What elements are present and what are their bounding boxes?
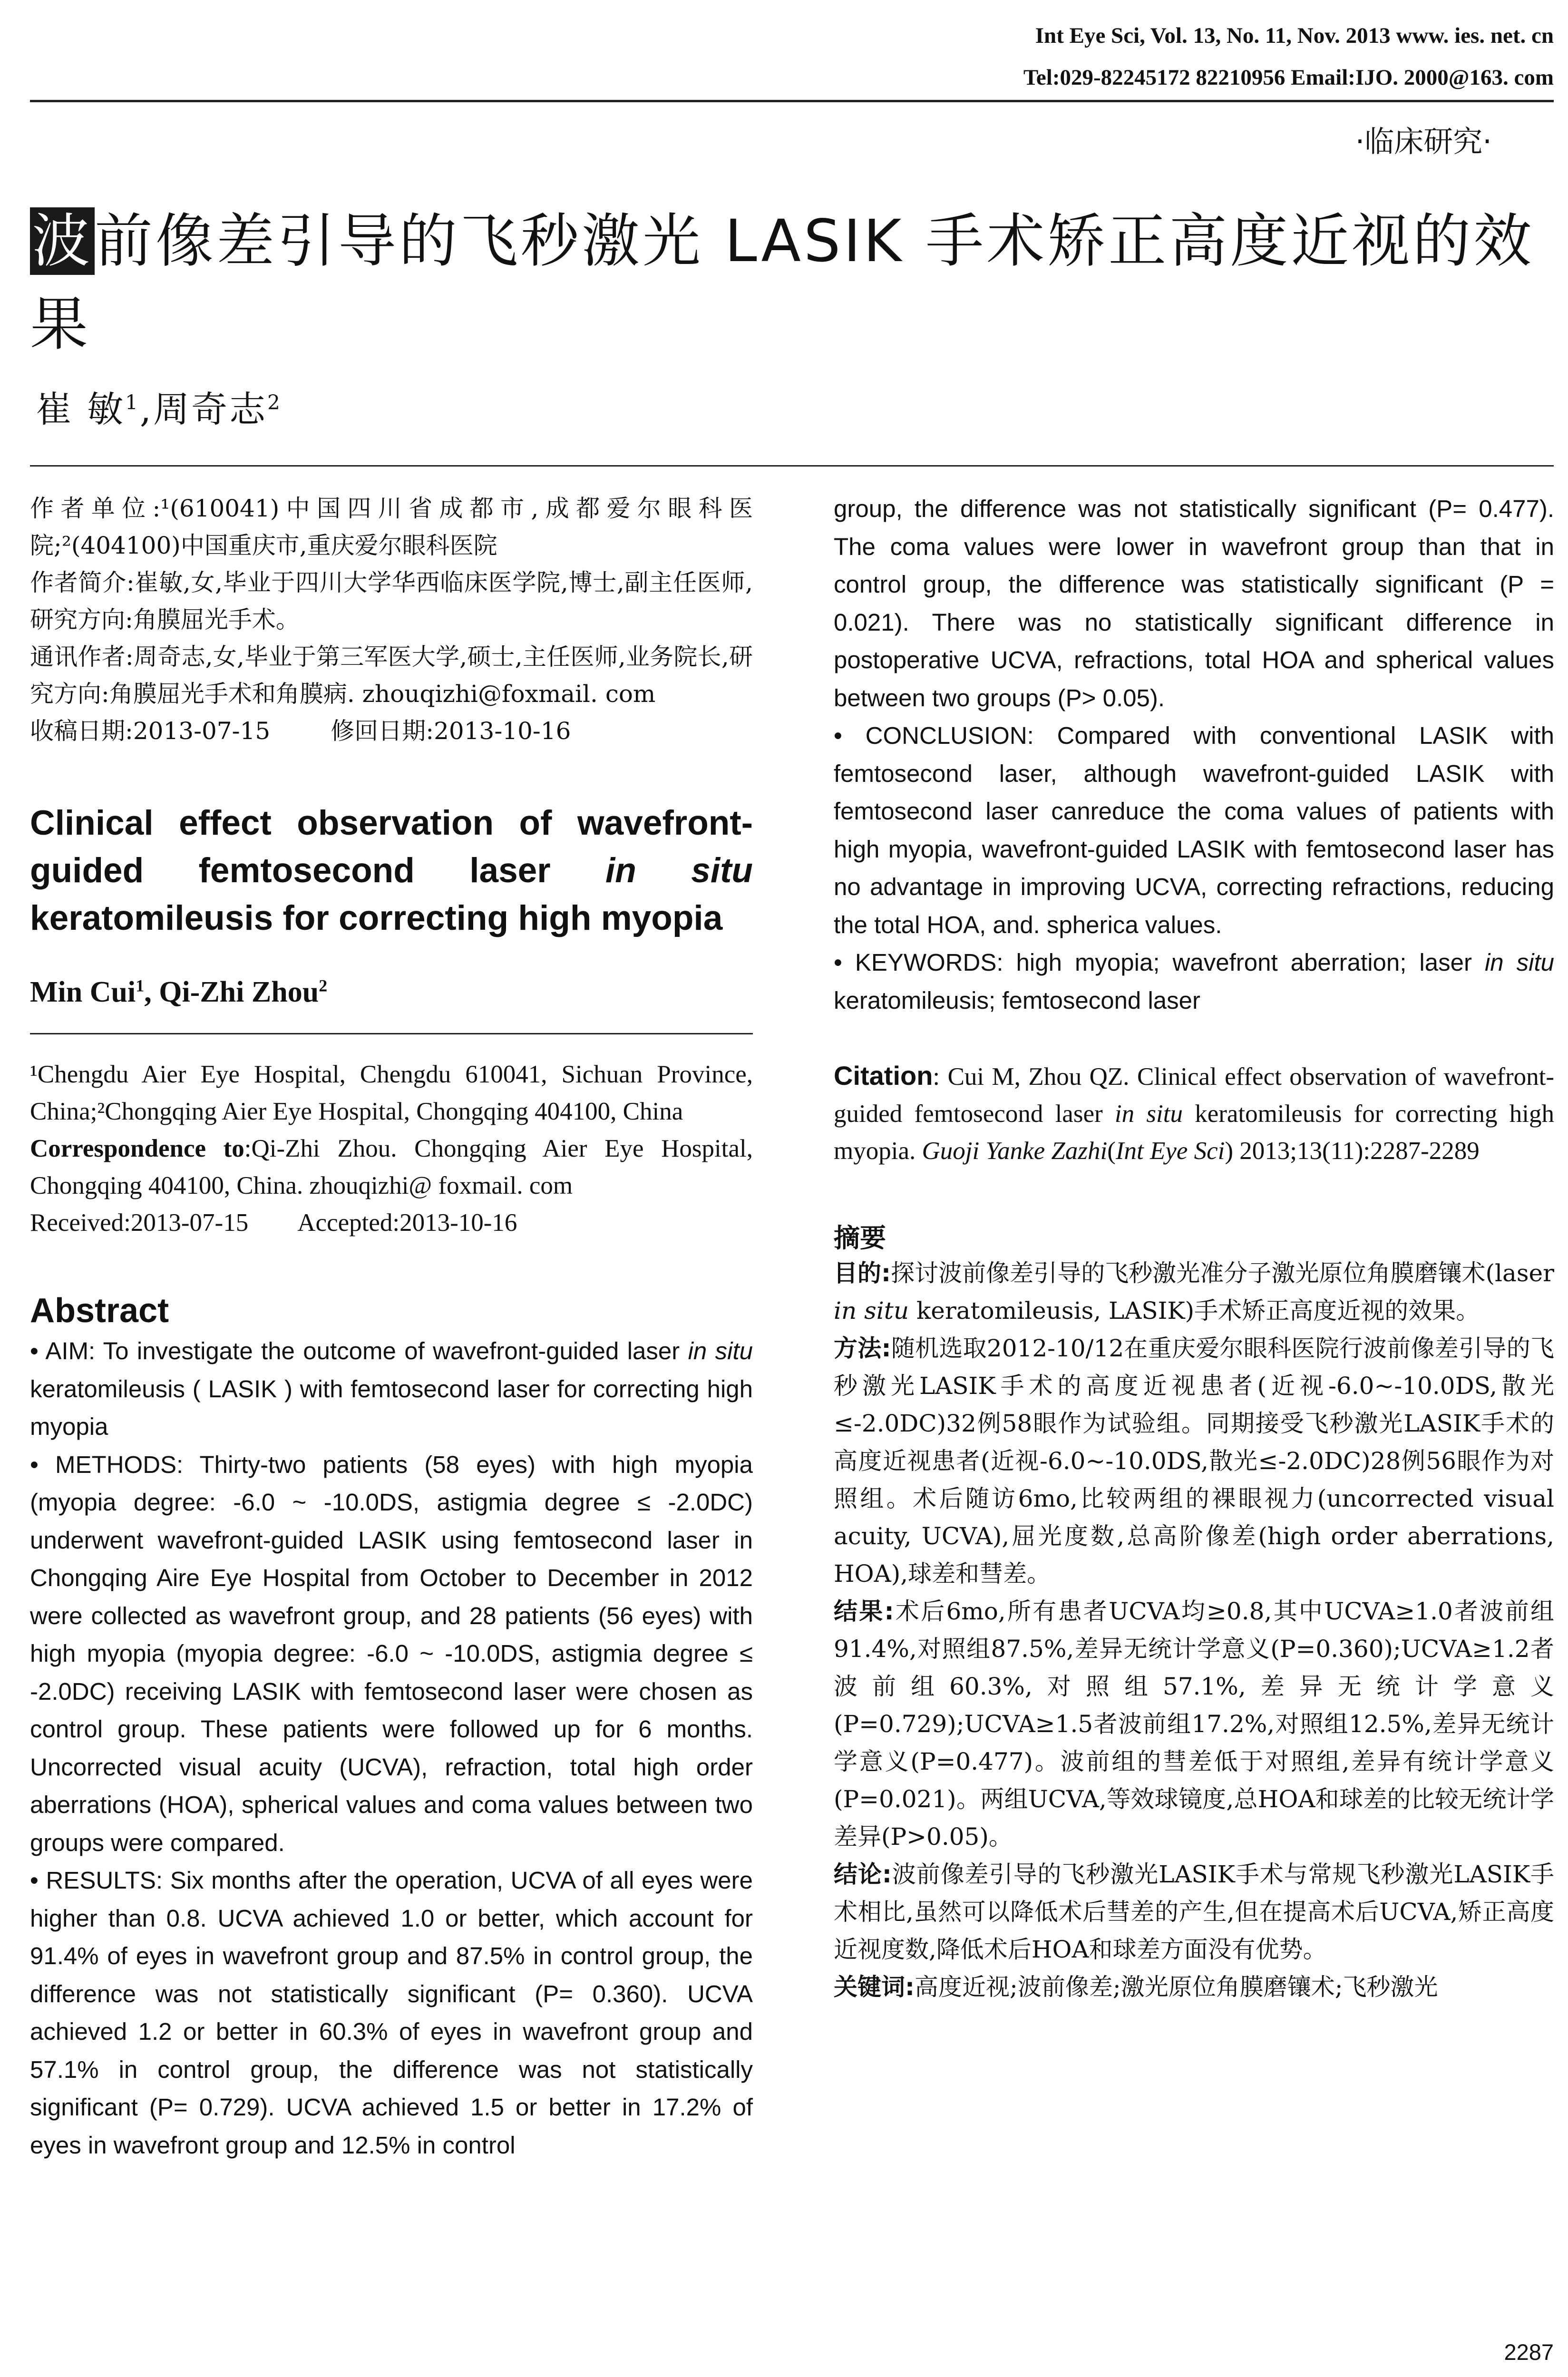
author-2-en: Qi-Zhi Zhou: [159, 976, 319, 1008]
cn-aim-a: 探讨波前像差引导的飞秒激光准分子激光原位角膜磨镶术(laser: [891, 1259, 1554, 1287]
cn-aim-b: keratomileusis, LASIK)手术矫正高度近视的效果。: [909, 1297, 1480, 1325]
citation-italic-1: in situ: [1114, 1100, 1183, 1128]
header-rule: [30, 100, 1554, 102]
cn-aim-label: 目的:: [834, 1259, 891, 1287]
author-2-cn: 周奇志: [153, 388, 268, 430]
journal-info-line: Int Eye Sci, Vol. 13, No. 11, Nov. 2013 www. ies. net. cn: [1035, 23, 1554, 48]
english-title-part2: keratomileusis for correcting high myopia: [30, 899, 723, 937]
cn-abstract-aim: [834, 1255, 1554, 1330]
english-title-part1: Clinical effect observation of wavefront-guided femtosecond laser: [30, 804, 753, 890]
author-1-en: Min Cui: [30, 976, 136, 1008]
citation-b: keratomileusis for correcting high myopia.: [834, 1100, 1554, 1165]
cn-methods-text: 随机选取2012-10/12在重庆爱尔眼科医院行波前像差引导的飞秒激光LASIK手术的高度近视患者(近视-6.0~-10.0DS,散光≤-2.0DC)32例58眼作为试验组。同期接受飞秒激光LASIK手术的高度近视患者(近视-6.0~-10.0DS,散光≤-2.0DC)28例56眼作为对照组。术后随访6mo,比较两组的裸眼视力(uncorrected visual acuity, UCVA),屈光度数,总高阶像差(high order aberrations, HOA),球差和彗差。: [834, 1335, 1555, 1588]
citation-italic-2: Guoji Yanke Zazhi: [922, 1137, 1108, 1165]
cn-abstract-conclusion: [834, 1856, 1554, 1968]
abstract-keywords: [834, 944, 1554, 1019]
cn-abstract-keywords: [834, 1968, 1554, 2006]
affiliations-block: [30, 1056, 753, 1241]
abstract-aim-a: AIM: To investigate the outcome of wavefront-guided laser: [45, 1337, 688, 1364]
abstract-aim: [30, 1332, 753, 1446]
english-title-italic: in situ: [605, 851, 753, 890]
cn-keywords-label: 关键词:: [834, 1973, 915, 2001]
cn-aim-italic: in situ: [834, 1297, 909, 1325]
cn-dates: 收稿日期:2013-07-15 修回日期:2013-10-16: [30, 717, 571, 745]
author-sep: ,: [139, 388, 154, 430]
title-first-char: 波: [30, 207, 95, 275]
english-authors: [30, 975, 753, 1009]
article-title-cn: [30, 200, 1552, 366]
english-title: [30, 799, 753, 942]
abstract-aim-italic: in situ: [688, 1337, 753, 1364]
abstract-conclusion: • CONCLUSION: Compared with conventional LASIK with femtosecond laser, although wavefront-guided LASIK with femtosecond laser canreduce the coma values of patients with high myopia, wavefront-guided LASIK with femtosecond laser has no advantage in improving UCVA, correcting refractions, reducing the total HOA, and. spherica values.: [834, 717, 1554, 944]
authors-cn: [36, 380, 282, 432]
affiliations-text: ¹Chengdu Aier Eye Hospital, Chengdu 610041, Sichuan Province, China;²Chongqing Aier Eye Hospital, Chongqing 404100, China: [30, 1061, 753, 1125]
citation-a: : Cui M, Zhou QZ. Clinical effect observation of wavefront-guided femtosecond laser: [834, 1063, 1554, 1128]
cn-abstract-methods: [834, 1330, 1554, 1593]
left-column: [30, 490, 753, 2164]
column-tag: ·临床研究·: [1355, 124, 1492, 159]
citation-italic-3: Int Eye Sci: [1115, 1137, 1225, 1165]
correspondence: [30, 1130, 753, 1204]
abstract-methods: • METHODS: Thirty-two patients (58 eyes) with high myopia (myopia degree: -6.0 ~ -10.0DS, astigmia degree ≤ -2.0DC) underwent wavefront-guided LASIK using femtosecond laser in Chongqing Aire Eye Hospital from October to December in 2012 were collected as wavefront group, and 28 patients (56 eyes) with high myopia (myopia degree: -6.0 ~ -10.0DS, astigmia degree ≤ -2.0DC) receiving LASIK with femtosecond laser were chosen as control group. These patients were followed up for 6 months. Uncorrected visual acuity (UCVA), refraction, total high order aberrations (HOA), spherical values and coma values between two groups were compared.: [30, 1446, 753, 1862]
keywords-a: KEYWORDS: high myopia; wavefront aberration; laser: [855, 949, 1485, 976]
keywords-italic: in situ: [1484, 949, 1554, 976]
affiliation-rule: [30, 1033, 753, 1034]
cn-author-bio: 作者简介:崔敏,女,毕业于四川大学华西临床医学院,博士,副主任医师,研究方向:角膜屈光手术。: [30, 569, 753, 633]
correspondence-label: Correspondence to: [30, 1135, 244, 1162]
cn-corresponding-author: 通讯作者:周奇志,女,毕业于第三军医大学,硕士,主任医师,业务院长,研究方向:角膜屈光手术和角膜病. zhouqizhi@foxmail. com: [30, 643, 753, 708]
author-1-en-sup: 1: [136, 976, 145, 995]
authors-rule: [30, 465, 1554, 467]
cn-results-label: 结果:: [834, 1598, 894, 1625]
abstract-results-right: group, the difference was not statistically significant (P= 0.477). The coma values were lower in wavefront group than that in control group, the difference was statistically significant (P = 0.021). There was no statistically significant difference in postoperative UCVA, refractions, total HOA and spherical values between two groups (P> 0.05).: [834, 495, 1554, 711]
abstract-results-left: • RESULTS: Six months after the operation, UCVA of all eyes were higher than 0.8. UCVA achieved 1.0 or better, which account for 91.4% of eyes in wavefront group and 87.5% in control group, the difference was not statistically significant (P= 0.360). UCVA achieved 1.2 or better in 60.3% of eyes in wavefront group and 57.1% in control group, the difference was not statistically significant (P= 0.729). UCVA achieved 1.5 or better in 17.2% of eyes in wavefront group and 12.5% in control: [30, 1861, 753, 2164]
cn-abstract-heading: 摘要: [834, 1223, 886, 1253]
author-1-cn: 崔 敏: [36, 388, 126, 430]
correspondence-text: :Qi-Zhi Zhou. Chongqing Aier Eye Hospital, Chongqing 404100, China. zhouqizhi@ foxmail. com: [30, 1135, 753, 1199]
keywords-b: keratomileusis; femtosecond laser: [834, 986, 1201, 1014]
author-2-en-sup: 2: [319, 976, 328, 995]
cn-conclusion-text: 波前像差引导的飞秒激光LASIK手术与常规飞秒激光LASIK手术相比,虽然可以降低术后彗差的产生,但在提高术后UCVA,矫正高度近视度数,降低术后HOA和球差方面没有优势。: [834, 1861, 1554, 1963]
citation: [834, 1057, 1554, 1169]
author-2-sup: 2: [267, 390, 282, 414]
contact-info-line: Tel:029-82245172 82210956 Email:IJO. 2000@163. com: [1023, 65, 1554, 90]
citation-label: Citation: [834, 1061, 933, 1091]
author-en-sep: ,: [144, 976, 159, 1008]
cn-methods-label: 方法:: [834, 1335, 891, 1362]
cn-results-text: 术后6mo,所有患者UCVA均≥0.8,其中UCVA≥1.0者波前组91.4%,对照组87.5%,差异无统计学意义(P=0.360);UCVA≥1.2者波前组60.3%,对照组57.1%,差异无统计学意义(P=0.729);UCVA≥1.5者波前组17.2%,对照组12.5%,差异无统计学意义(P=0.477)。波前组的彗差低于对照组,差异有统计学意义(P=0.021)。两组UCVA,等效球镜度,总HOA和球差的比较无统计学差异(P>0.05)。: [834, 1598, 1554, 1851]
abstract-aim-b: keratomileusis ( LASIK ) with femtosecond laser for correcting high myopia: [30, 1375, 753, 1440]
cn-author-unit: 作者单位:¹(610041)中国四川省成都市,成都爱尔眼科医院;²(404100)中国重庆市,重庆爱尔眼科医院: [30, 495, 753, 559]
citation-d: ) 2013;13(11):2287-2289: [1225, 1137, 1480, 1165]
title-rest: 前像差引导的飞秒激光 LASIK 手术矫正高度近视的效果: [30, 207, 1535, 358]
cn-conclusion-label: 结论:: [834, 1861, 892, 1888]
citation-c: (: [1107, 1137, 1116, 1165]
cn-abstract-results: [834, 1593, 1554, 1856]
page-number: 2287: [1504, 2339, 1554, 2365]
abstract-heading: Abstract: [30, 1292, 169, 1330]
en-dates: Received:2013-07-15 Accepted:2013-10-16: [30, 1209, 517, 1237]
cn-keywords-text: 高度近视;波前像差;激光原位角膜磨镶术;飞秒激光: [915, 1973, 1438, 2001]
right-column: [834, 490, 1554, 2006]
author-1-sup: 1: [125, 390, 140, 414]
